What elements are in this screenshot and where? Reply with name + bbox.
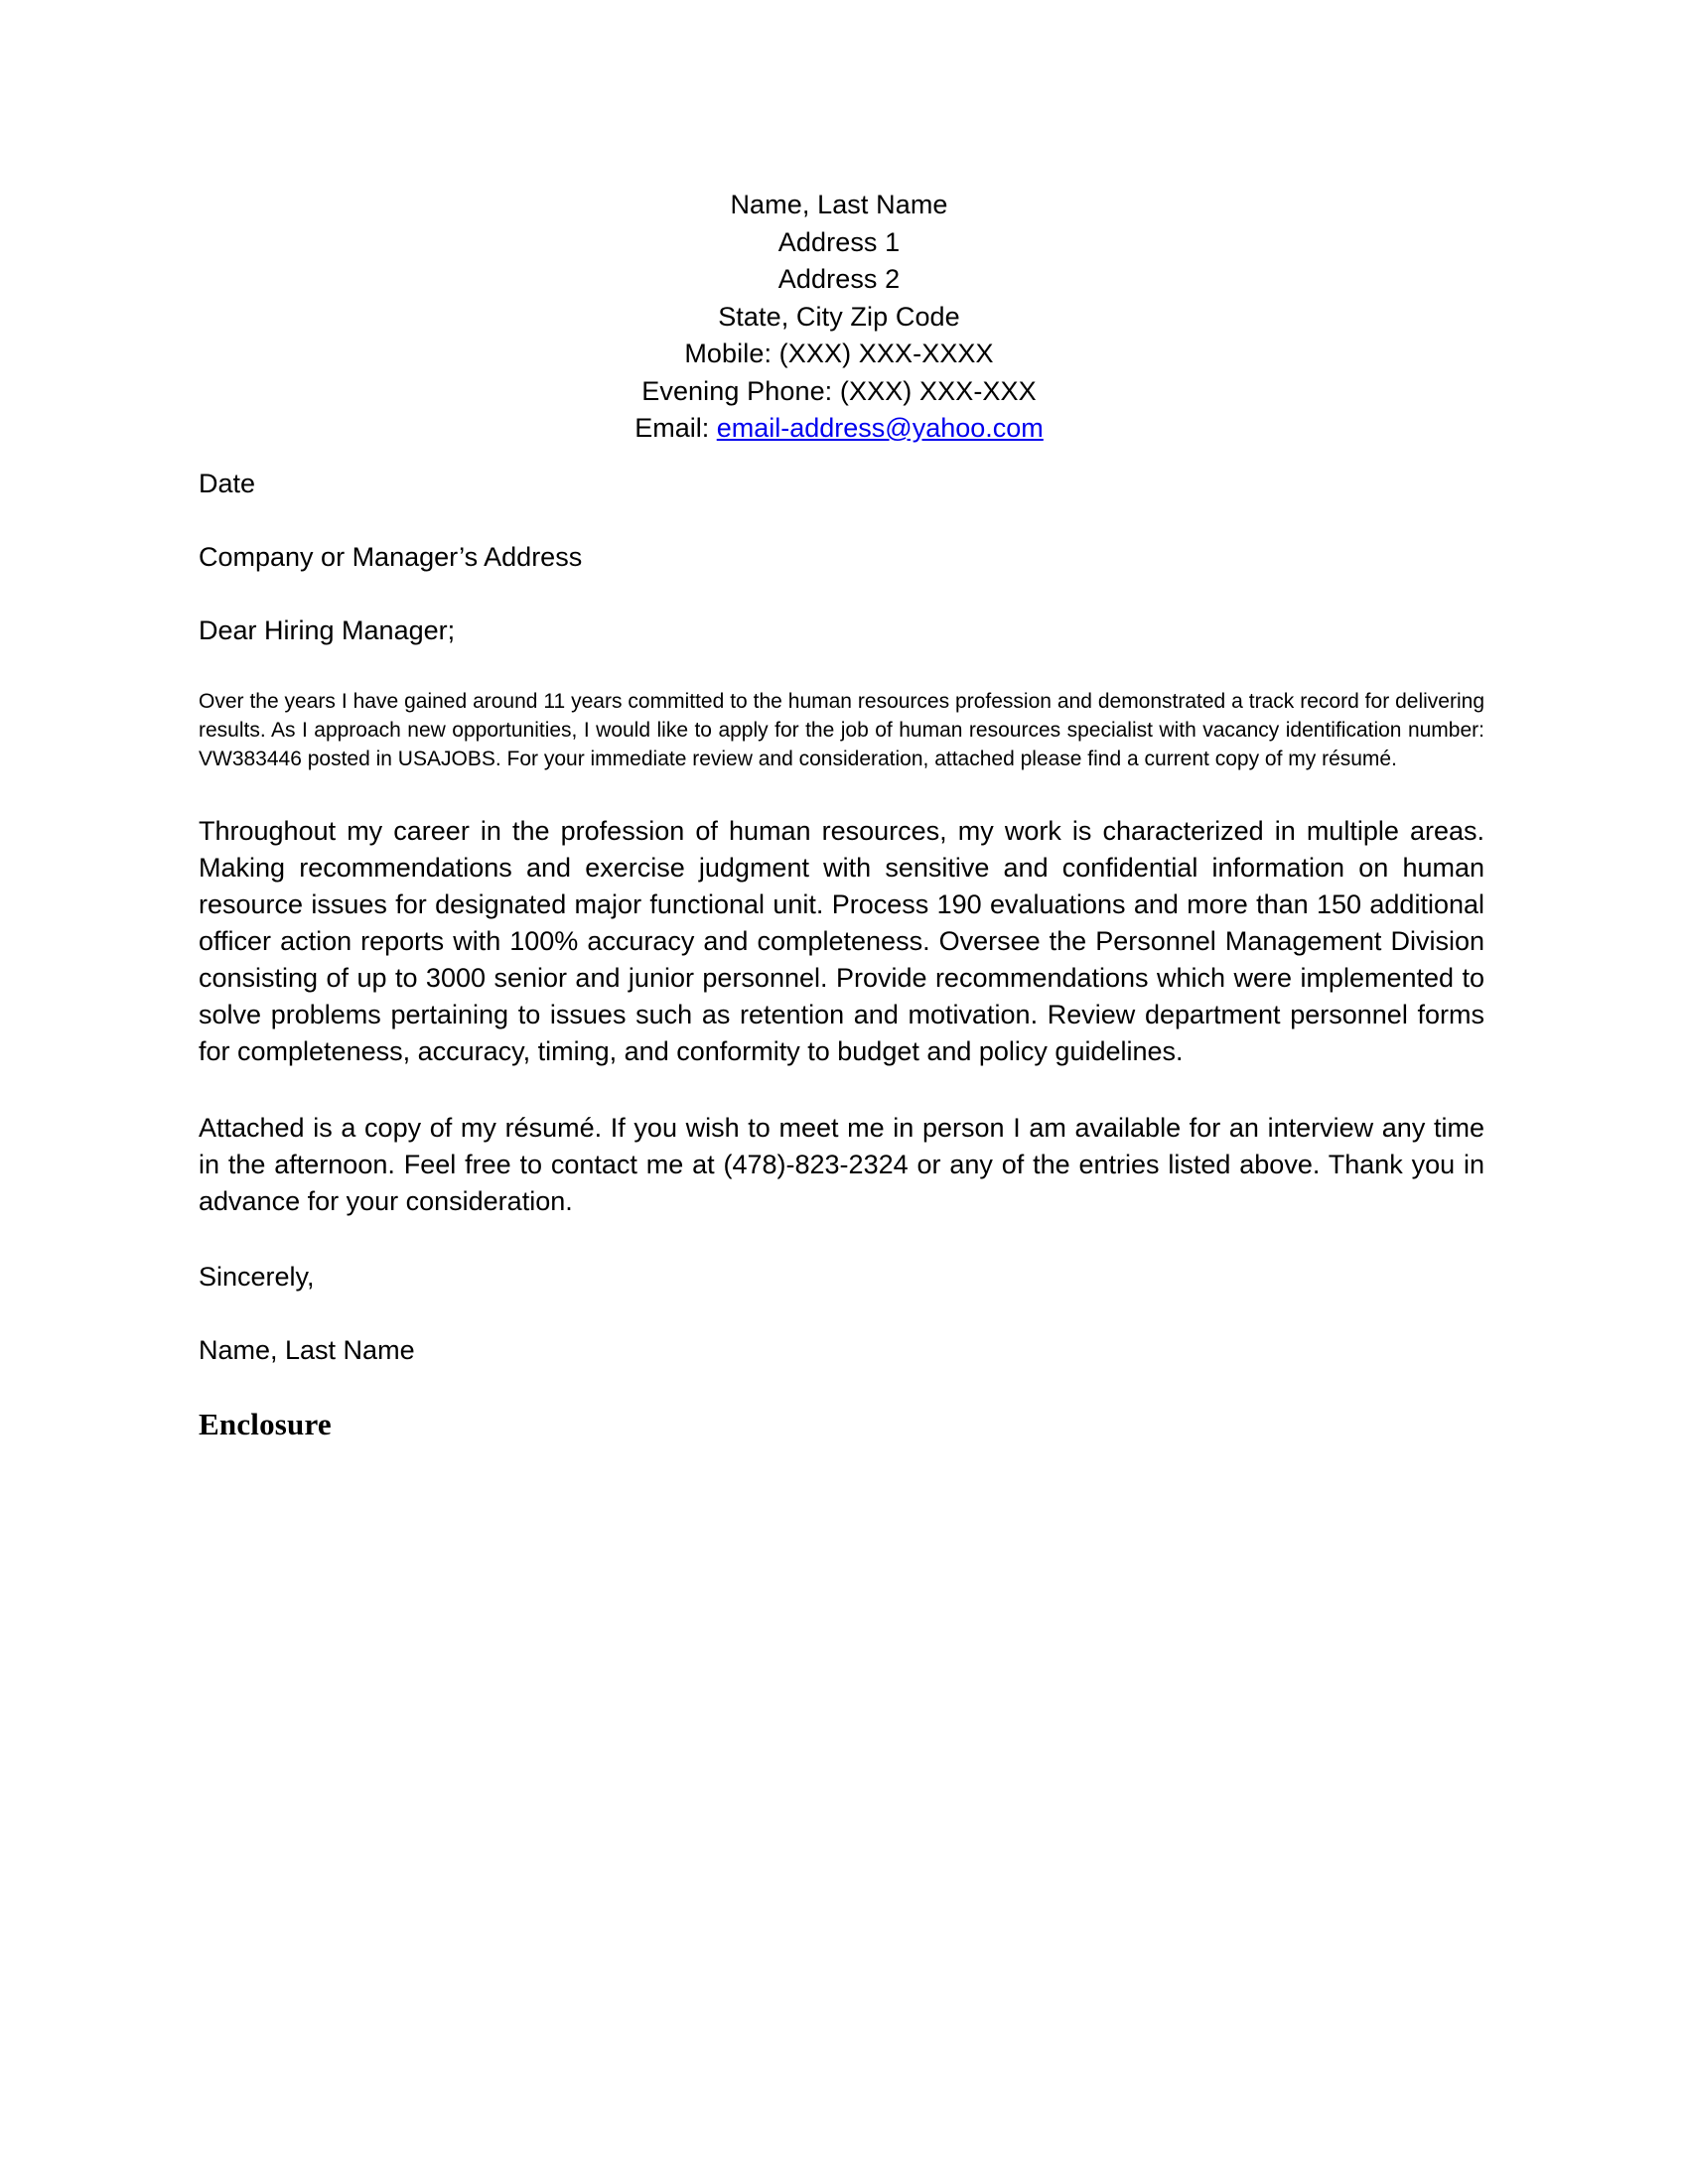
email-label: Email: bbox=[634, 413, 717, 443]
body-paragraph-2: Throughout my career in the profession of human resources, my work is characterized in multiple areas. Making recommendations and exercise judgment with sensitive and confidential information on human resource issues for designated major functional unit. Process 190 evaluations and more than 150 additional officer action reports with 100% accuracy and completeness. Oversee the Personnel Management Division consisting of up to 3000 senior and junior personnel. Provide recommendations which were implemented to solve problems pertaining to issues such as retention and motivation. Review department personnel forms for completeness, accuracy, timing, and conformity to budget and policy guidelines. bbox=[199, 816, 1484, 1066]
sender-address-line-2: Address 2 bbox=[777, 264, 901, 294]
sender-name: Name, Last Name bbox=[730, 190, 948, 219]
letter-body bbox=[199, 467, 1484, 1442]
signature-name: Name, Last Name bbox=[199, 1335, 415, 1365]
sender-email-line bbox=[199, 410, 1479, 448]
letterhead-block bbox=[199, 187, 1479, 448]
date-line: Date bbox=[199, 469, 256, 498]
enclosure-label: Enclosure bbox=[199, 1407, 332, 1441]
sender-address-line-1: Address 1 bbox=[777, 226, 901, 257]
recipient-address-line: Company or Manager’s Address bbox=[199, 542, 583, 572]
body-paragraph-1: Over the years I have gained around 11 years committed to the human resources profession and demonstrated a track record for delivering results. As I approach new opportunities, I would like to apply for the job of human resources specialist with vacancy identification number: VW383446 posted in USAJOBS. For your immediate review and consideration, attached please find a current copy of my résumé. bbox=[199, 690, 1484, 770]
closing-salutation: Sincerely, bbox=[199, 1262, 315, 1292]
body-paragraph-3: Attached is a copy of my résumé. If you wish to meet me in person I am available for an interview any time in the afternoon. Feel free to contact me at (478)-823-2324 or any of the entries listed above. Thank you in advance for your consideration. bbox=[199, 1113, 1484, 1216]
salutation: Dear Hiring Manager; bbox=[199, 615, 456, 645]
sender-city-state-zip: State, City Zip Code bbox=[718, 301, 960, 332]
sender-evening-phone: Evening Phone: (XXX) XXX-XXX bbox=[641, 375, 1037, 406]
sender-mobile-phone: Mobile: (XXX) XXX-XXXX bbox=[684, 339, 994, 368]
email-address-link[interactable]: email-address@yahoo.com bbox=[716, 413, 1044, 443]
